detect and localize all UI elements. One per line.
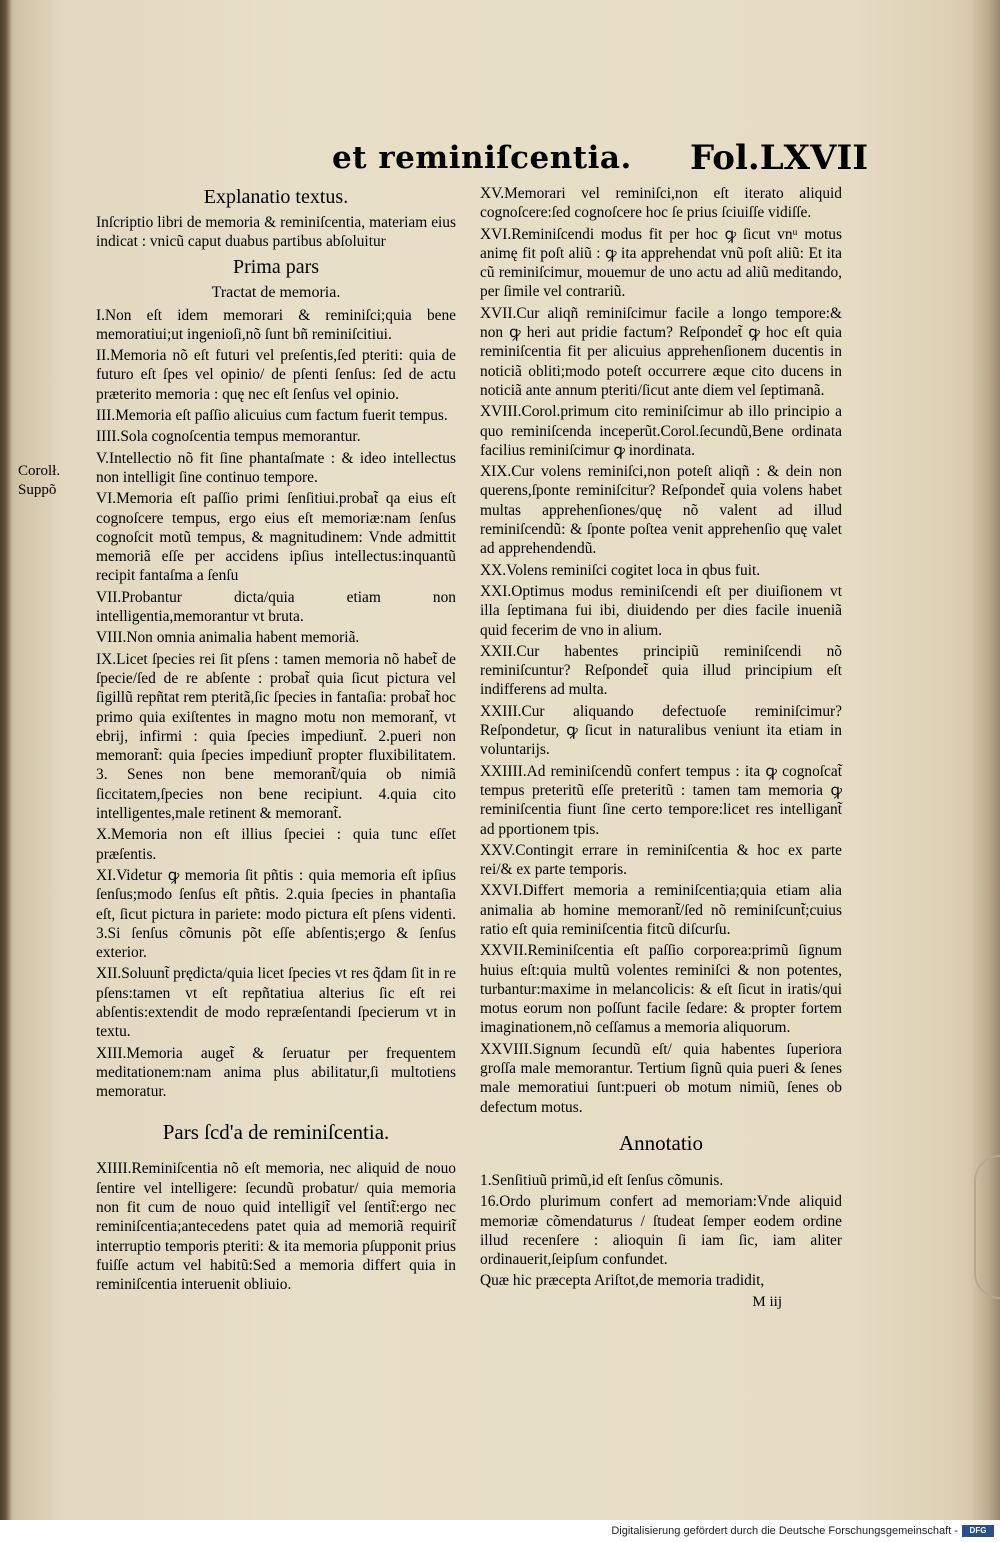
item-22: XXII.Cur habentes principiũ reminiſcendi nõ reminiſcuntur? Reſpondet̃ quia illud principium eſt indifferens ad multa. — [480, 642, 842, 699]
running-title: et reminiſcentia. — [332, 140, 632, 176]
item-10: X.Memoria non eſt illius ſpeciei : quia tunc eſſet præſentis. — [96, 826, 456, 863]
left-column — [96, 184, 456, 1297]
margin-notes — [18, 462, 60, 500]
item-27: XXVII.Reminiſcentia eſt paſſio corporea:primũ ſignum huius eſt:quia multũ volentes reminiſci & non potentes, turbantur:maxime in melancolicis: & eſt ſicut in iratis/qui motus eorum non poſſunt facile ſedare: & propter fortem imaginationem,nõ ceſſamus a memoria aliquorum. — [480, 942, 842, 1037]
item-9: IX.Licet ſpecies rei ſit pſens : tamen memoria nõ habet̃ de ſpecie/ſed de re abſente : probat̃ quia ſicut pictura vel ſigillũ repñtat rem pteritã,ſic ſpecies in fantaſia: probat̃ hoc primo quia exiſtentes in magno motu non memorant̃, vt ebrij, infirmi : quia ſpecies impediunt̃. 2.pueri non memorant̃: quia ſpecies impediunt̃ propter fluxibilitatem. 3. Senes non bene memorant̃/quia ob nimiã ſiccitatem,ſpecies non bene recipiunt. 4.quia cito intelligentes,male retinent & memorant̃. — [96, 650, 456, 823]
item-15: XV.Memorari vel reminiſci,non eſt iterato aliquid cognoſcere:ſed cognoſcere hoc ſe prius ſciuiſſe vidiſſe. — [480, 185, 842, 222]
funding-credit: Digitalisierung gefördert durch die Deutsche Forschungsgemeinschaft - — [611, 1525, 958, 1537]
annotation-16: 16.Ordo plurimum confert ad memoriam:Vnde aliquid memoriæ cõmendaturus / ſtudeat ſemper eodem ordine illud recenſere : alioquin ſi iam ſic, iam aliter ordinauerit,ſeipſum confundet. — [480, 1193, 842, 1269]
item-25: XXV.Contingit errare in reminiſcentia & hoc ex parte rei/& ex parte temporis. — [480, 841, 842, 879]
margin-note-suppositio: Suppõ — [18, 482, 57, 498]
item-5: V.Intellectio nõ fit ſine phantaſmate : & ideo intellectus non intelligit ſine continuo tempore. — [96, 449, 456, 486]
annotatio-heading: Annotatio — [619, 1130, 703, 1155]
item-17: XVII.Cur aliqñ reminiſcimur facile a longo tempore:& non ꝙ heri aut pridie factum? Reſpondet̃ ꝙ hoc eſt quia reminiſcentia fit per alicuius apprehenſionem ducentis in noticiã obliti;modo poteſt occurrere æque cito ducens in noticiã ante annum pteriti/ſicut ante diem vel ſeptimanã. — [480, 304, 842, 399]
item-11: XI.Videtur ꝙ memoria ſit pñtis : quia memoria eſt ipſius ſenſus;modo ſenſus eſt pñtis. 2.quia ſpecies in phantaſia eſt, ſicut pictura in pariete: modo pictura eſt pſens videnti. 3.Si ſenſus cõmunis põt eſſe abſentis;ergo & ſenſus exterior. — [96, 866, 456, 962]
item-21: XXI.Optimus modus reminiſcendi eſt per diuiſionem vt illa ſeptimana fui ibi, diuidendo per dies facile inueniã quid fecerim de vno in alium. — [480, 582, 842, 639]
intro-paragraph: Inſcriptio libri de memoria & reminiſcentia, materiam eius indicat : vnicũ caput duabus partibus abſoluitur — [96, 214, 456, 251]
page-clip-mark — [974, 1155, 1000, 1299]
item-12: XII.Soluunt̃ prędicta/quia licet ſpecies vt res q̃dam ſit in re pſens:tamen vt eſt repñtatiua alterius ſic eſt rei abſentis:extendit de modo repræſentandi ſpecierum vt in textu. — [96, 965, 456, 1041]
item-28: XXVIII.Signum ſecundũ eſt/ quia habentes ſuperiora groſſa male memorantur. Tertium ſignũ quia pueri & ſenes male memoratiui ſunt:pueri ob motum nimiũ, ſenes ob defectum motus. — [480, 1040, 842, 1116]
item-1: I.Non eſt idem memorari & reminiſci;quia bene memoratiui;ut ingenioſi,nõ ſunt bñ reminiſcitiui. — [96, 306, 456, 343]
annotation-closing: Quæ hic præcepta Ariſtot,de memoria tradidit, — [480, 1272, 765, 1290]
footer-bar — [0, 1520, 1000, 1542]
item-19: XIX.Cur volens reminiſci,non poteſt aliqñ : & dein non querens,ſponte reminiſcitur? Reſpondet̃ quia volens habet multas apprehenſiones/quę nõ valent ad illud reminiſcendũ: & ſponte poſtea venit apprehenſio quę valet ad apprehendendũ. — [480, 463, 842, 558]
item-18: XVIII.Corol.primum cito reminiſcimur ab illo principio a quo reminiſcenda inceperũt.Corol.ſecundũ,Bene ordinata facilius reminiſcimur ꝙ inordinata. — [480, 403, 842, 459]
part2-heading: Pars ſcd'a de reminiſcentia. — [162, 1120, 390, 1145]
item-20: XX.Volens reminiſci cogitet loca in qbus fuit. — [480, 561, 761, 579]
explanatio-heading: Explanatio textus. — [203, 186, 349, 208]
part1-subheading: Tractat de memoria. — [211, 283, 341, 301]
dfg-logo-icon: DFG — [962, 1525, 994, 1537]
item-14: XIIII.Reminiſcentia nõ eſt memoria, nec aliquid de nouo ſentire vel intelligere: ſecundũ probatur/ quia memoria non fit cum de nouo quid intelligit̃ vel ſentit̃:ergo nec reminiſcentia;antecedens patet quia ad memoriã requirit̃ interruptio temporis pteriti: & ita memoria pſupponit prius fuiſſe actum vel habitũ:Sed a memoria differt quia in reminiſcentia interuenit obliuio. — [96, 1160, 456, 1294]
item-13: XIII.Memoria auget̃ & ſeruatur per frequentem meditationem:nam anima plus abilitatur,ſi multotiens memoratur. — [96, 1044, 456, 1101]
signature-mark: M iij — [752, 1293, 782, 1310]
item-6: VI.Memoria eſt paſſio primi ſenſitiui.probat̃ qa eius eſt cognoſcere tempus, ergo eius eſt memoriæ:nam ſenſus cognoſcit motũ tempus, & magnitudinem: Vnde admittit memoriã eſſe per accidens ipſius intellectus:inquantũ recipit fantaſma a ſenſu — [96, 490, 456, 585]
item-3: III.Memoria eſt paſſio alicuius cum factum fuerit tempus. — [96, 407, 448, 425]
item-7: VII.Probantur dicta/quia etiam non intelligentia,memorantur vt bruta. — [96, 588, 456, 626]
folio-number: Fol.LXVII — [690, 138, 869, 178]
margin-note-corollary: Corolł. — [18, 463, 61, 479]
part1-heading: Prima pars — [232, 255, 320, 278]
item-23: XXIII.Cur aliquando defectuoſe reminiſcimur? Reſpondetur, ꝙ ſicut in naturalibus veniunt ita etiam in voluntarijs. — [480, 702, 842, 759]
annotation-1: 1.Senſitiuũ primũ,id eſt ſenſus cõmunis. — [480, 1171, 724, 1189]
item-26: XXVI.Differt memoria a reminiſcentia;quia etiam alia animalia ab homine memorant̃/ſed nõ reminiſcunt̃;cuius ratio eſt quia reminiſcentia fitcũ diſcurſu. — [480, 882, 842, 938]
item-4: IIII.Sola cognoſcentia tempus memorantur. — [96, 428, 361, 446]
item-2: II.Memoria nõ eſt futuri vel preſentis,ſed pteriti: quia de futuro eſt ſpes vel opinio/ de pſenti ſenſus: ſed de actu præterito memoria : quę nec eſt ſenſus vel opinio. — [96, 347, 456, 403]
item-8: VIII.Non omnia animalia habent memoriã. — [96, 629, 360, 647]
item-16: XVI.Reminiſcendi modus fit per hoc ꝙ ſicut vnᵘ motus animę fit poſt aliũ : ꝙ ita apprehendat vnũ poſt aliũ: Et ita cũ reminiſcimur, mouemur de uno actu ad aliũ meditando, per ſimile vel contrariũ. — [480, 225, 842, 301]
item-24: XXIIII.Ad reminiſcendũ confert tempus : ita ꝙ cognoſcat̃ tempus preteritũ eſſe preteritũ : tamen tam memoria ꝙ reminiſcentia fiunt ſine certo tempore:licet res intelligant̃ ad pportionem tpis. — [480, 762, 842, 838]
right-column — [480, 184, 842, 1312]
